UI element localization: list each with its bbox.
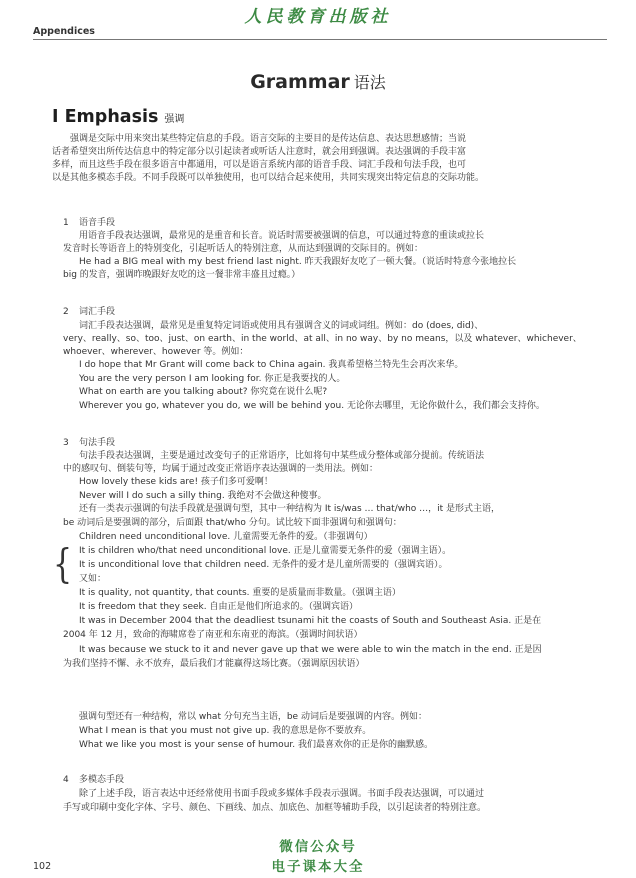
subsection-title: 句法手段 xyxy=(79,438,116,448)
subsection-title: 多模态手段 xyxy=(79,775,125,785)
section-line: 词汇手段表达强调，最常见是重复特定词语或使用具有强调含义的词或词组。例如：do (does, did)、 xyxy=(79,321,484,331)
example-line: 为我们坚持不懈、永不放弃，最后我们才能赢得这场比赛。（强调原因状语） xyxy=(63,659,365,669)
example-line: Wherever you go, whatever you do, we will be behind you. 无论你去哪里，无论你做什么，我们都会支持你。 xyxy=(79,401,545,411)
example-line: It is quality, not quantity, that counts. 重要的是质量而非数量。（强调主语） xyxy=(79,588,401,598)
example-line: I do hope that Mr Grant will come back to China again. 我真希望格兰特先生会再次来华。 xyxy=(79,360,464,370)
heading-zh: 强调 xyxy=(164,114,185,125)
page-title xyxy=(0,70,636,93)
example-line: How lovely these kids are! 孩子们多可爱啊！ xyxy=(79,477,273,487)
section-line: 强调句型还有一种结构，常以 what 分句充当主语，be 动词后是要强调的内容。例如： xyxy=(79,712,427,722)
running-header: Appendices xyxy=(33,26,95,37)
subsection-number: 3 xyxy=(63,438,69,448)
section-line: 除了上述手段，语言表达中还经常使用书面手段或多媒体手段表示强调。书面手段表达强调，可以通过 xyxy=(79,789,485,799)
example-line: It was because we stuck to it and never gave up that we were able to win the match in the end. 正是因 xyxy=(79,645,542,655)
subsection-title: 词汇手段 xyxy=(79,307,116,317)
example-line: It is freedom that they seek. 自由正是他们所追求的。（强调宾语） xyxy=(79,602,358,612)
example-line: You are the very person I am looking for. 你正是我要找的人。 xyxy=(79,374,346,384)
example-line: It is children who/that need unconditional love. 正是儿童需要无条件的爱（强调主语）。 xyxy=(79,546,452,556)
example-line: It is unconditional love that children need. 无条件的爱才是儿童所需要的（强调宾语）。 xyxy=(79,560,448,570)
section-line: 句法手段表达强调，主要是通过改变句子的正常语序，比如将句中某些成分整体或部分提前。传统语法 xyxy=(79,451,485,461)
section-line: 手写或印刷中变化字体、字号、颜色、下画线、加点、加底色、加框等辅助手段，以引起读者的特别注意。 xyxy=(63,803,487,813)
subsection-number: 1 xyxy=(63,218,69,228)
section-line: 还有一类表示强调的句法手段就是强调句型，其中一种结构为 It is/was … that/who …，it 是形式主语， xyxy=(79,504,501,514)
intro-line: 以是其他多模态手段。不同手段既可以单独使用，也可以结合起来使用，共同实现突出特定信息的交际功能。 xyxy=(52,173,485,183)
intro-line: 话者希望突出所传达信息中的特定部分以引起读者或听话人注意时，就会用到强调。表达强调的手段丰富 xyxy=(52,147,467,157)
example-line: Never will I do such a silly thing. 我绝对不会做这种傻事。 xyxy=(79,491,327,501)
publisher-logo: 人民教育出版社 xyxy=(244,7,392,27)
example-line: It was in December 2004 that the deadliest tsunami hit the coasts of South and Southeast Asia. 正是在 xyxy=(79,616,542,626)
title-zh: 语法 xyxy=(353,73,386,92)
section-line: 发音时长等语音上的特别变化，引起听话人的特别注意，从而达到强调的交际目的。例如： xyxy=(63,244,424,254)
section-line: 中的感叹句、倒装句等，均属于通过改变正常语序表达强调的一类用法。例如： xyxy=(63,464,379,474)
example-line: Children need unconditional love. 儿童需要无条件的爱。（非强调句） xyxy=(79,532,373,542)
section-line: 又如： xyxy=(79,574,107,584)
section-line: very、really、so、too、just、on earth、in the world、at all、in no way、by no means，以及 whatever、whichever、 xyxy=(63,334,582,344)
header-rule xyxy=(33,39,607,40)
subsection-number: 4 xyxy=(63,775,69,785)
example-line: 2004 年 12 月，致命的海啸席卷了南亚和东南亚的海滨。（强调时间状语） xyxy=(63,630,363,640)
page-number: 102 xyxy=(33,861,52,872)
intro-line: 强调是交际中用来突出某些特定信息的手段。语言交际的主要目的是传达信息、表达思想感情；当说 xyxy=(70,134,467,144)
intro-line: 多样，而且这些手段在很多语言中都通用，可以是语言系统内部的语音手段、词汇手段和句法手段，也可 xyxy=(52,160,467,170)
example-line: big 的发音，强调昨晚跟好友吃的这一餐非常丰盛且过瘾。） xyxy=(63,270,301,280)
watermark-line: 微信公众号 xyxy=(279,839,357,855)
section-line: 用语音手段表达强调，最常见的是重音和长音。说话时需要被强调的信息，可以通过特意的重读或拉长 xyxy=(79,231,485,241)
example-line: What on earth are you talking about? 你究竟在说什么呢? xyxy=(79,387,328,397)
section-line: whoever、wherever、however 等。例如： xyxy=(63,347,249,357)
watermark-line: 电子课本大全 xyxy=(271,859,365,875)
subsection-number: 2 xyxy=(63,307,69,317)
example-line: He had a BIG meal with my best friend last night. 昨天我跟好友吃了一顿大餐。（说话时特意今张地拉长 xyxy=(79,257,517,267)
heading-en: I Emphasis xyxy=(52,107,159,127)
example-line: What I mean is that you must not give up. 我的意思是你不要放弃。 xyxy=(79,726,372,736)
title-en: Grammar xyxy=(250,71,350,93)
section-heading xyxy=(52,107,184,127)
section-line: be 动词后是要强调的部分，后面跟 that/who 分句。试比较下面非强调句和强调句： xyxy=(63,518,402,528)
example-line: What we like you most is your sense of humour. 我们最喜欢你的正是你的幽默感。 xyxy=(79,740,433,750)
subsection-title: 语音手段 xyxy=(79,218,116,228)
grouping-brace: { xyxy=(53,540,73,589)
